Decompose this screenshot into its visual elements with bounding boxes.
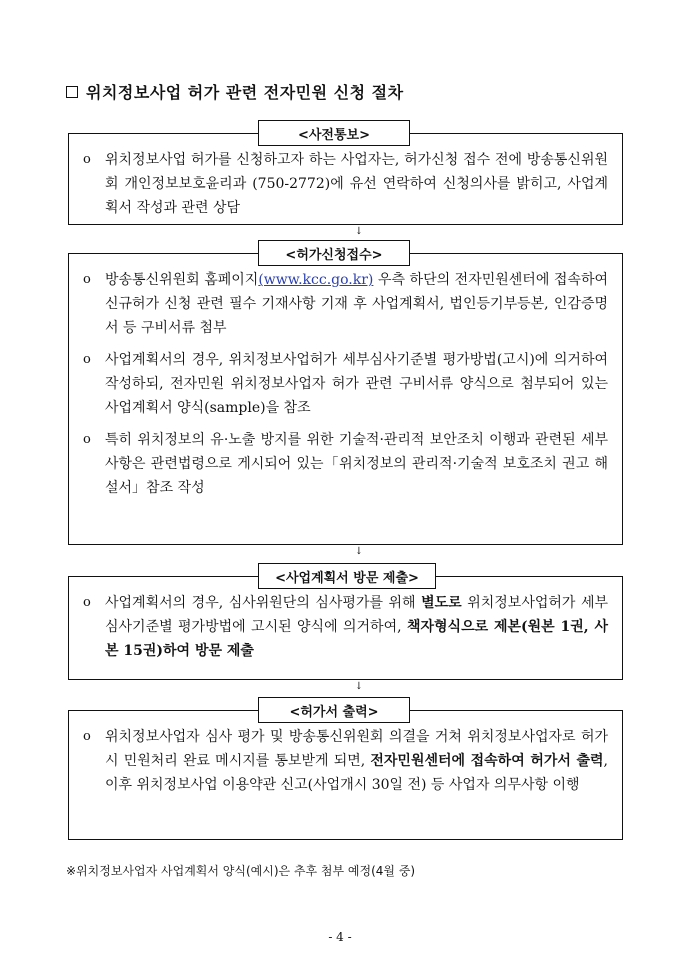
step-box-application — [68, 253, 623, 545]
emphasis-text: 전자민원센터에 접속하여 허가서 출력 — [370, 753, 604, 769]
list-item — [83, 268, 608, 340]
down-arrow-icon: ↓ — [354, 681, 364, 692]
step-label-prior-notice: <사전통보> — [258, 120, 410, 146]
item-text — [105, 148, 608, 220]
list-item — [83, 725, 608, 797]
step-label-application: <허가신청접수> — [258, 240, 410, 266]
text-segment: 우측 하단의 전자민원센터에 접속하여 신규허가 신청 관련 필수 기재사항 기재 후 사업계획서, 법인등기부등본, 인감증명서 등 구비서류 첨부 — [105, 272, 608, 336]
bullet-icon: o — [83, 432, 91, 447]
bullet-icon: o — [83, 595, 91, 610]
bullet-icon: o — [83, 729, 91, 744]
text-segment: 위치정보사업 허가를 신청하고자 하는 사업자는, 허가신청 접수 전에 방송통신위원회 개인정보보호윤리과 (750-2772)에 유선 연락하여 신청의사를 밝히고, 사업계획서 작성과 관련 상담 — [105, 152, 608, 216]
bullet-icon: o — [83, 272, 91, 287]
item-text — [105, 348, 608, 420]
footnote: ※위치정보사업자 사업계획서 양식(예시)은 추후 첨부 예정(4월 중) — [66, 864, 416, 878]
down-arrow-icon: ↓ — [354, 546, 364, 557]
bullet-icon: o — [83, 152, 91, 167]
text-segment: 위치정보사업허가 세부심사기준별 평가방법에 고시된 양식에 의거하여, — [105, 595, 608, 635]
section-title-text: 위치정보사업 허가 관련 전자민원 신청 절차 — [86, 83, 404, 102]
text-segment: 사업계획서의 경우, 심사위원단의 심사평가를 위해 — [105, 595, 422, 611]
step-box-visit-submission — [68, 576, 623, 680]
list-item — [83, 428, 608, 500]
homepage-link[interactable]: (www.kcc.go.kr) — [258, 272, 374, 288]
text-segment: 위치정보사업자 심사 평가 및 방송통신위원회 의결을 거쳐 위치정보사업자로 허가시 민원처리 완료 메시지를 통보받게 되면, — [105, 729, 608, 769]
item-text — [105, 725, 608, 797]
list-item — [83, 348, 608, 420]
emphasis-text: 별도로 — [421, 595, 462, 611]
list-item — [83, 591, 608, 663]
section-title — [66, 80, 404, 103]
step-label-visit-submission: <사업계획서 방문 제출> — [258, 563, 436, 589]
text-segment: 특히 위치정보의 유·노출 방지를 위한 기술적·관리적 보안조치 이행과 관련된 세부사항은 관련법령으로 게시되어 있는「위치정보의 관리적·기술적 보호조치 권고 해설서」참조 작성 — [105, 432, 608, 496]
step-box-permit-print — [68, 710, 623, 840]
bullet-icon: o — [83, 352, 91, 367]
step-box-prior-notice — [68, 133, 623, 225]
text-segment: 방송통신위원회 홈페이지 — [105, 272, 259, 288]
item-text — [105, 591, 608, 663]
page-number: - 4 - — [328, 930, 352, 944]
item-text — [105, 268, 608, 340]
text-segment: 사업계획서의 경우, 위치정보사업허가 세부심사기준별 평가방법(고시)에 의거하여 작성하되, 전자민원 위치정보사업자 허가 관련 구비서류 양식으로 첨부되어 있는 사업계획서 양식(sample)을 참조 — [105, 352, 608, 416]
checkbox-square-icon — [66, 86, 78, 98]
step-label-permit-print: <허가서 출력> — [258, 697, 410, 723]
down-arrow-icon: ↓ — [354, 226, 364, 237]
text-segment: , 이후 위치정보사업 이용약관 신고(사업개시 30일 전) 등 사업자 의무사항 이행 — [105, 753, 608, 793]
item-text — [105, 428, 608, 500]
list-item — [83, 148, 608, 220]
emphasis-text: 책자형식으로 제본(원본 1권, 사본 15권)하여 방문 제출 — [105, 619, 608, 659]
